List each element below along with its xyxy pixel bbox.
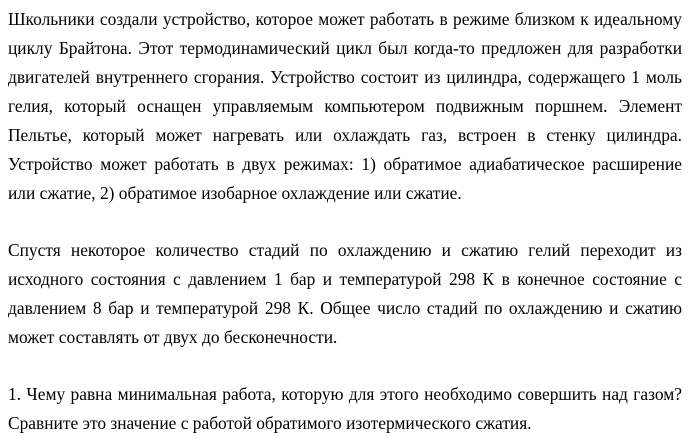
document-body [8,5,682,438]
intro-paragraph: Школьники создали устройство, которое может работать в режиме близком к идеальному циклу Брайтона. Этот термодинамический цикл был когда-то предложен для разработки двигателей внутреннего сгорания. Устройство состоит из цилиндра, содержащего 1 моль гелия, который оснащен управляемым компьютером подвижным поршнем. Элемент Пельтье, который может нагревать или охлаждать газ, встроен в стенку цилиндра. Устройство может работать в двух режимах: 1) обратимое адиабатическое расширение или сжатие, 2) обратимое изобарное охлаждение или сжатие. [8,9,682,203]
paragraph-spacer [8,208,682,236]
question-1-paragraph: 1. Чему равна минимальная работа, которую для этого необходимо совершить над газом? Сравните это значение с работой обратимого изотермического сжатия. [8,384,682,433]
process-paragraph: Спустя некоторое количество стадий по охлаждению и сжатию гелий переходит из исходного состояния с давлением 1 бар и температурой 298 К в конечное состояние с давлением 8 бар и температурой 298 К. Общее число стадий по охлаждению и сжатию может составлять от двух до бесконечности. [8,240,682,347]
paragraph-spacer [8,352,682,380]
